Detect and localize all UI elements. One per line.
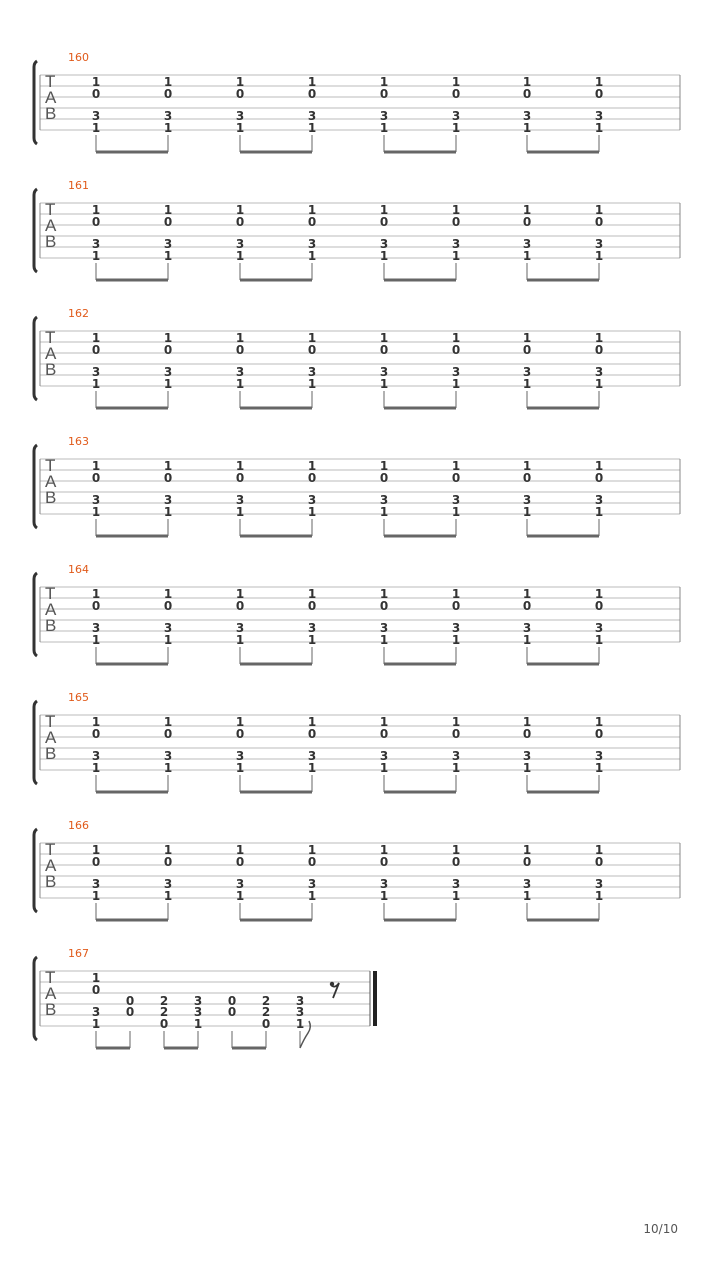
fret-number: 1 — [91, 843, 101, 857]
fret-number: 0 — [235, 855, 245, 869]
fret-number: 3 — [522, 877, 532, 891]
fret-number: 1 — [307, 249, 317, 263]
fret-number: 0 — [522, 215, 532, 229]
fret-number: 0 — [227, 1005, 237, 1019]
fret-number: 1 — [451, 505, 461, 519]
fret-number: 1 — [193, 1017, 203, 1031]
fret-number: 0 — [451, 855, 461, 869]
fret-number: 3 — [451, 237, 461, 251]
fret-number: 3 — [307, 877, 317, 891]
fret-number: 0 — [307, 343, 317, 357]
tab-clef-letter: B — [45, 360, 57, 379]
fret-number: 3 — [91, 493, 101, 507]
fret-number: 0 — [261, 1017, 271, 1031]
fret-number: 3 — [379, 749, 389, 763]
fret-number: 0 — [379, 599, 389, 613]
fret-number: 0 — [91, 215, 101, 229]
fret-number: 1 — [163, 587, 173, 601]
fret-number: 1 — [307, 331, 317, 345]
tab-clef-letter: T — [45, 968, 56, 987]
tab-clef-letter: B — [45, 616, 57, 635]
fret-number: 0 — [307, 471, 317, 485]
fret-number: 1 — [522, 715, 532, 729]
fret-number: 1 — [235, 761, 245, 775]
fret-number: 1 — [163, 715, 173, 729]
fret-number: 0 — [451, 471, 461, 485]
fret-number: 0 — [379, 343, 389, 357]
fret-number: 0 — [594, 215, 604, 229]
fret-number: 0 — [307, 727, 317, 741]
fret-number: 0 — [235, 599, 245, 613]
fret-number: 3 — [235, 365, 245, 379]
fret-number: 1 — [235, 889, 245, 903]
fret-number: 1 — [522, 203, 532, 217]
fret-number: 1 — [522, 331, 532, 345]
system-bracket — [34, 573, 37, 656]
fret-number: 3 — [594, 109, 604, 123]
fret-number: 1 — [235, 587, 245, 601]
fret-number: 1 — [451, 331, 461, 345]
fret-number: 1 — [451, 203, 461, 217]
measure-number: 166 — [68, 819, 89, 832]
fret-number: 0 — [451, 343, 461, 357]
fret-number: 1 — [379, 75, 389, 89]
fret-number: 3 — [91, 237, 101, 251]
system-bracket — [34, 829, 37, 912]
fret-number: 1 — [594, 633, 604, 647]
fret-number: 1 — [235, 75, 245, 89]
fret-number: 1 — [379, 331, 389, 345]
tab-clef-letter: A — [45, 472, 57, 491]
tab-clef-letter: T — [45, 328, 56, 347]
fret-number: 1 — [594, 587, 604, 601]
fret-number: 1 — [307, 459, 317, 473]
fret-number: 3 — [379, 109, 389, 123]
fret-number: 1 — [163, 505, 173, 519]
fret-number: 3 — [522, 109, 532, 123]
fret-number: 1 — [235, 377, 245, 391]
fret-number: 1 — [522, 889, 532, 903]
fret-number: 2 — [261, 1005, 271, 1019]
fret-number: 3 — [522, 621, 532, 635]
fret-number: 1 — [594, 459, 604, 473]
fret-number: 3 — [235, 493, 245, 507]
measure-number: 162 — [68, 307, 89, 320]
fret-number: 0 — [91, 855, 101, 869]
fret-number: 3 — [91, 365, 101, 379]
fret-number: 0 — [159, 1017, 169, 1031]
fret-number: 1 — [522, 75, 532, 89]
fret-number: 0 — [91, 983, 101, 997]
fret-number: 1 — [307, 203, 317, 217]
fret-number: 1 — [379, 249, 389, 263]
fret-number: 1 — [451, 715, 461, 729]
fret-number: 0 — [379, 727, 389, 741]
system-bracket — [34, 957, 37, 1040]
fret-number: 1 — [163, 761, 173, 775]
fret-number: 1 — [163, 203, 173, 217]
tab-clef-letter: B — [45, 872, 57, 891]
fret-number: 1 — [91, 971, 101, 985]
fret-number: 3 — [193, 994, 203, 1008]
fret-number: 3 — [91, 109, 101, 123]
fret-number: 3 — [594, 237, 604, 251]
tab-clef-letter: T — [45, 72, 56, 91]
system-bracket — [34, 61, 37, 144]
fret-number: 0 — [163, 87, 173, 101]
system-bracket — [34, 317, 37, 400]
fret-number: 1 — [522, 249, 532, 263]
fret-number: 3 — [451, 365, 461, 379]
fret-number: 1 — [307, 587, 317, 601]
tab-clef-letter: B — [45, 1000, 57, 1019]
fret-number: 1 — [235, 843, 245, 857]
tab-clef-letter: T — [45, 200, 56, 219]
fret-number: 1 — [235, 203, 245, 217]
fret-number: 2 — [159, 1005, 169, 1019]
fret-number: 1 — [522, 505, 532, 519]
fret-number: 1 — [307, 715, 317, 729]
fret-number: 3 — [295, 1005, 305, 1019]
tab-clef-letter: T — [45, 840, 56, 859]
fret-number: 1 — [379, 633, 389, 647]
fret-number: 3 — [307, 109, 317, 123]
fret-number: 3 — [522, 749, 532, 763]
fret-number: 3 — [307, 621, 317, 635]
fret-number: 1 — [522, 633, 532, 647]
fret-number: 1 — [379, 505, 389, 519]
fret-number: 1 — [235, 121, 245, 135]
fret-number: 1 — [379, 715, 389, 729]
tab-clef-letter: A — [45, 216, 57, 235]
fret-number: 1 — [91, 203, 101, 217]
measure-number: 167 — [68, 947, 89, 960]
fret-number: 0 — [379, 87, 389, 101]
fret-number: 1 — [522, 843, 532, 857]
fret-number: 1 — [307, 843, 317, 857]
fret-number: 1 — [594, 761, 604, 775]
fret-number: 1 — [451, 889, 461, 903]
fret-number: 3 — [594, 493, 604, 507]
fret-number: 1 — [91, 715, 101, 729]
fret-number: 3 — [451, 493, 461, 507]
fret-number: 3 — [235, 109, 245, 123]
fret-number: 3 — [307, 493, 317, 507]
fret-number: 1 — [163, 75, 173, 89]
fret-number: 1 — [307, 505, 317, 519]
fret-number: 0 — [522, 727, 532, 741]
fret-number: 0 — [163, 855, 173, 869]
fret-number: 0 — [451, 215, 461, 229]
fret-number: 1 — [163, 249, 173, 263]
fret-number: 0 — [594, 855, 604, 869]
fret-number: 1 — [235, 715, 245, 729]
fret-number: 1 — [379, 587, 389, 601]
tab-clef-letter: A — [45, 984, 57, 1003]
fret-number: 0 — [594, 727, 604, 741]
tab-clef-letter: A — [45, 344, 57, 363]
fret-number: 0 — [594, 599, 604, 613]
fret-number: 2 — [159, 994, 169, 1008]
fret-number: 1 — [594, 121, 604, 135]
fret-number: 3 — [163, 877, 173, 891]
fret-number: 3 — [235, 877, 245, 891]
fret-number: 1 — [594, 203, 604, 217]
fret-number: 3 — [163, 365, 173, 379]
fret-number: 3 — [91, 621, 101, 635]
fret-number: 3 — [307, 237, 317, 251]
fret-number: 0 — [594, 87, 604, 101]
fret-number: 1 — [522, 761, 532, 775]
fret-number: 0 — [451, 727, 461, 741]
fret-number: 0 — [307, 855, 317, 869]
fret-number: 1 — [307, 75, 317, 89]
fret-number: 1 — [91, 587, 101, 601]
fret-number: 3 — [307, 749, 317, 763]
fret-number: 3 — [235, 237, 245, 251]
fret-number: 1 — [594, 249, 604, 263]
fret-number: 0 — [227, 994, 237, 1008]
fret-number: 1 — [91, 459, 101, 473]
fret-number: 3 — [379, 621, 389, 635]
fret-number: 1 — [91, 889, 101, 903]
fret-number: 0 — [379, 471, 389, 485]
fret-number: 1 — [451, 587, 461, 601]
fret-number: 0 — [91, 87, 101, 101]
fret-number: 0 — [235, 87, 245, 101]
fret-number: 1 — [379, 459, 389, 473]
fret-number: 1 — [451, 377, 461, 391]
fret-number: 3 — [379, 493, 389, 507]
fret-number: 1 — [91, 331, 101, 345]
fret-number: 3 — [594, 749, 604, 763]
fret-number: 1 — [163, 843, 173, 857]
fret-number: 0 — [235, 343, 245, 357]
fret-number: 0 — [91, 343, 101, 357]
fret-number: 3 — [163, 621, 173, 635]
fret-number: 3 — [91, 749, 101, 763]
fret-number: 0 — [379, 215, 389, 229]
eighth-rest-dot — [330, 982, 334, 986]
fret-number: 1 — [235, 331, 245, 345]
fret-number: 3 — [91, 877, 101, 891]
tab-clef-letter: A — [45, 856, 57, 875]
fret-number: 1 — [91, 1017, 101, 1031]
fret-number: 3 — [379, 877, 389, 891]
tab-clef-letter: T — [45, 712, 56, 731]
fret-number: 0 — [91, 471, 101, 485]
fret-number: 1 — [307, 121, 317, 135]
fret-number: 3 — [163, 493, 173, 507]
fret-number: 1 — [235, 633, 245, 647]
fret-number: 1 — [91, 121, 101, 135]
fret-number: 0 — [163, 599, 173, 613]
fret-number: 1 — [379, 377, 389, 391]
tab-clef-letter: A — [45, 88, 57, 107]
fret-number: 1 — [522, 121, 532, 135]
fret-number: 1 — [451, 121, 461, 135]
fret-number: 0 — [91, 599, 101, 613]
fret-number: 3 — [91, 1005, 101, 1019]
fret-number: 0 — [125, 1005, 135, 1019]
fret-number: 1 — [163, 121, 173, 135]
fret-number: 3 — [295, 994, 305, 1008]
fret-number: 3 — [379, 365, 389, 379]
fret-number: 1 — [522, 587, 532, 601]
fret-number: 0 — [379, 855, 389, 869]
fret-number: 0 — [522, 855, 532, 869]
measure-number: 164 — [68, 563, 89, 576]
fret-number: 1 — [594, 75, 604, 89]
fret-number: 1 — [379, 761, 389, 775]
measure-number: 163 — [68, 435, 89, 448]
fret-number: 3 — [379, 237, 389, 251]
fret-number: 0 — [91, 727, 101, 741]
fret-number: 1 — [307, 377, 317, 391]
system-bracket — [34, 701, 37, 784]
fret-number: 1 — [91, 761, 101, 775]
fret-number: 1 — [594, 377, 604, 391]
fret-number: 3 — [594, 877, 604, 891]
fret-number: 3 — [235, 749, 245, 763]
fret-number: 1 — [594, 843, 604, 857]
fret-number: 3 — [235, 621, 245, 635]
fret-number: 1 — [522, 459, 532, 473]
fret-number: 1 — [594, 715, 604, 729]
fret-number: 0 — [125, 994, 135, 1008]
fret-number: 0 — [163, 215, 173, 229]
fret-number: 1 — [235, 459, 245, 473]
fret-number: 0 — [594, 471, 604, 485]
fret-number: 0 — [307, 215, 317, 229]
tab-clef-letter: B — [45, 232, 57, 251]
fret-number: 1 — [235, 249, 245, 263]
fret-number: 0 — [163, 471, 173, 485]
fret-number: 1 — [379, 843, 389, 857]
fret-number: 0 — [451, 599, 461, 613]
fret-number: 0 — [163, 343, 173, 357]
fret-number: 0 — [522, 343, 532, 357]
measure-number: 161 — [68, 179, 89, 192]
fret-number: 3 — [522, 365, 532, 379]
fret-number: 0 — [235, 727, 245, 741]
fret-number: 0 — [307, 87, 317, 101]
fret-number: 0 — [594, 343, 604, 357]
fret-number: 1 — [522, 377, 532, 391]
fret-number: 1 — [451, 75, 461, 89]
tab-clef-letter: A — [45, 728, 57, 747]
fret-number: 3 — [451, 621, 461, 635]
fret-number: 1 — [295, 1017, 305, 1031]
fret-number: 1 — [451, 249, 461, 263]
fret-number: 0 — [235, 471, 245, 485]
fret-number: 0 — [522, 87, 532, 101]
fret-number: 1 — [307, 761, 317, 775]
measure-number: 165 — [68, 691, 89, 704]
tab-clef-letter: T — [45, 584, 56, 603]
fret-number: 3 — [594, 621, 604, 635]
tab-clef-letter: B — [45, 744, 57, 763]
fret-number: 1 — [379, 889, 389, 903]
fret-number: 1 — [91, 505, 101, 519]
fret-number: 3 — [451, 877, 461, 891]
fret-number: 2 — [261, 994, 271, 1008]
fret-number: 3 — [163, 237, 173, 251]
fret-number: 1 — [379, 203, 389, 217]
fret-number: 3 — [307, 365, 317, 379]
fret-number: 3 — [193, 1005, 203, 1019]
fret-number: 1 — [594, 505, 604, 519]
measure-number: 160 — [68, 51, 89, 64]
fret-number: 3 — [594, 365, 604, 379]
fret-number: 0 — [522, 599, 532, 613]
fret-number: 1 — [451, 843, 461, 857]
system-bracket — [34, 445, 37, 528]
fret-number: 1 — [451, 761, 461, 775]
fret-number: 3 — [451, 749, 461, 763]
tab-clef-letter: T — [45, 456, 56, 475]
fret-number: 1 — [163, 377, 173, 391]
system-bracket — [34, 189, 37, 272]
fret-number: 1 — [163, 633, 173, 647]
tab-clef-letter: B — [45, 104, 57, 123]
fret-number: 1 — [379, 121, 389, 135]
fret-number: 0 — [451, 87, 461, 101]
fret-number: 3 — [451, 109, 461, 123]
fret-number: 1 — [163, 889, 173, 903]
fret-number: 0 — [163, 727, 173, 741]
fret-number: 1 — [451, 459, 461, 473]
fret-number: 0 — [522, 471, 532, 485]
fret-number: 3 — [163, 749, 173, 763]
tab-clef-letter: B — [45, 488, 57, 507]
fret-number: 3 — [163, 109, 173, 123]
fret-number: 1 — [307, 633, 317, 647]
tab-clef-letter: A — [45, 600, 57, 619]
fret-number: 1 — [451, 633, 461, 647]
fret-number: 1 — [307, 889, 317, 903]
final-barline-thick — [373, 971, 377, 1026]
fret-number: 3 — [522, 237, 532, 251]
fret-number: 0 — [307, 599, 317, 613]
fret-number: 1 — [91, 75, 101, 89]
page-number: 10/10 — [643, 1222, 678, 1236]
fret-number: 1 — [594, 331, 604, 345]
fret-number: 1 — [163, 331, 173, 345]
fret-number: 1 — [594, 889, 604, 903]
fret-number: 1 — [235, 505, 245, 519]
fret-number: 1 — [91, 633, 101, 647]
fret-number: 1 — [91, 249, 101, 263]
fret-number: 1 — [163, 459, 173, 473]
fret-number: 0 — [235, 215, 245, 229]
fret-number: 1 — [91, 377, 101, 391]
fret-number: 3 — [522, 493, 532, 507]
